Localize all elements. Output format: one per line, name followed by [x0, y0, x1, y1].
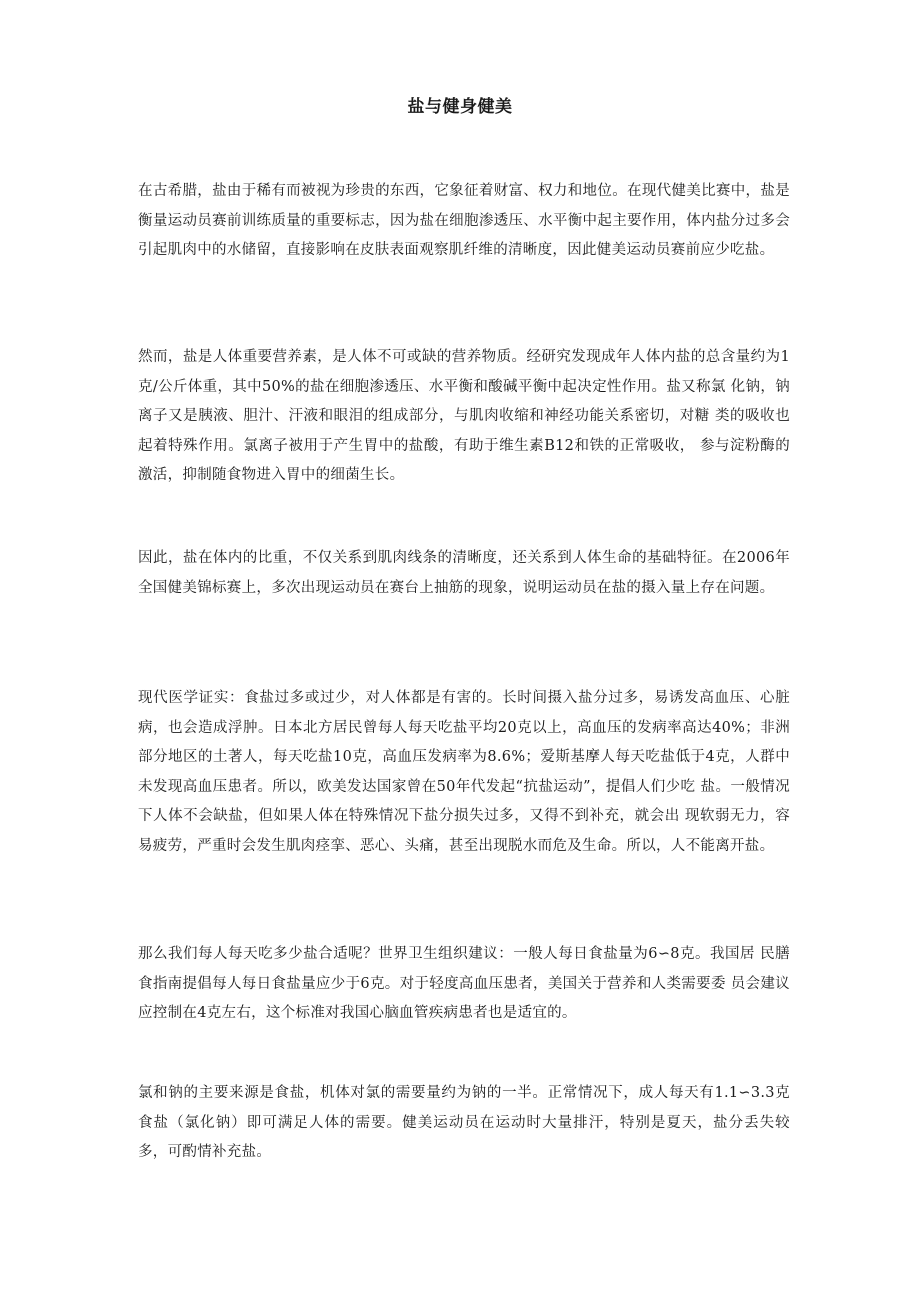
paragraph-salt-importance: 因此，盐在体内的比重，不仅关系到肌肉线条的清晰度，还关系到人体生命的基础特征。在2006年全国健美锦标赛上，多次出现运动员在赛台上抽筋的现象，说明运动员在盐的摄入量上存在问题。 [138, 550, 790, 596]
paragraph-daily-intake: 那么我们每人每天吃多少盐合适呢？世界卫生组织建议：一般人每日食盐量为6∽8克。我国居 民膳食指南提倡每人每日食盐量应少于6克。对于轻度高血压患者，美国关于营养和人类需要委 员会建议应控制在4克左右，这个标准对我国心脑血管疾病患者也是适宜的。 [138, 946, 790, 1021]
paragraph-salt-nutrient: 然而，盐是人体重要营养素，是人体不可或缺的营养物质。经研究发现成年人体内盐的总含量约为1克/公斤体重，其中50%的盐在细胞渗透压、水平衡和酸碱平衡中起决定性作用。盐又称氯 化钠，钠离子又是胰液、胆汁、汗液和眼泪的组成部分，与肌肉收缩和神经功能关系密切，对糖 类的吸收也起着特殊作用。氯离子被用于产生胃中的盐酸，有助于维生素B12和铁的正常吸收， 参与淀粉酶的激活，抑制随食物进入胃中的细菌生长。 [138, 349, 790, 483]
paragraph-ancient-greece: 在古希腊，盐由于稀有而被视为珍贵的东西，它象征着财富、权力和地位。在现代健美比赛中，盐是衡量运动员赛前训练质量的重要标志，因为盐在细胞渗透压、水平衡中起主要作用，体内盐分过多会引起肌肉中的水储留，直接影响在皮肤表面观察肌纤维的清晰度，因此健美运动员赛前应少吃盐。 [138, 183, 790, 258]
document-title: 盐与健身健美 [407, 97, 513, 117]
paragraph-chlorine-sodium: 氯和钠的主要来源是食盐，机体对氯的需要量约为钠的一半。正常情况下，成人每天有1.1∽3.3克食盐（氯化钠）即可满足人体的需要。健美运动员在运动时大量排汗，特别是夏天，盐分丢失较 多，可酌情补充盐。 [138, 1085, 790, 1160]
paragraph-medical-evidence: 现代医学证实：食盐过多或过少，对人体都是有害的。长时间摄入盐分过多，易诱发高血压、心脏病，也会造成浮肿。日本北方居民曾每人每天吃盐平均20克以上，高血压的发病率高达40%；非洲部分地区的土著人，每天吃盐10克，高血压发病率为8.6%；爱斯基摩人每天吃盐低于4克，人群中未发现高血压患者。所以，欧美发达国家曾在50年代发起“抗盐运动”，提倡人们少吃 盐。一般情况下人体不会缺盐，但如果人体在特殊情况下盐分损失过多，又得不到补充，就会出 现软弱无力，容易疲劳，严重时会发生肌肉痉挛、恶心、头痛，甚至出现脱水而危及生命。所以，人不能离开盐。 [138, 690, 790, 854]
